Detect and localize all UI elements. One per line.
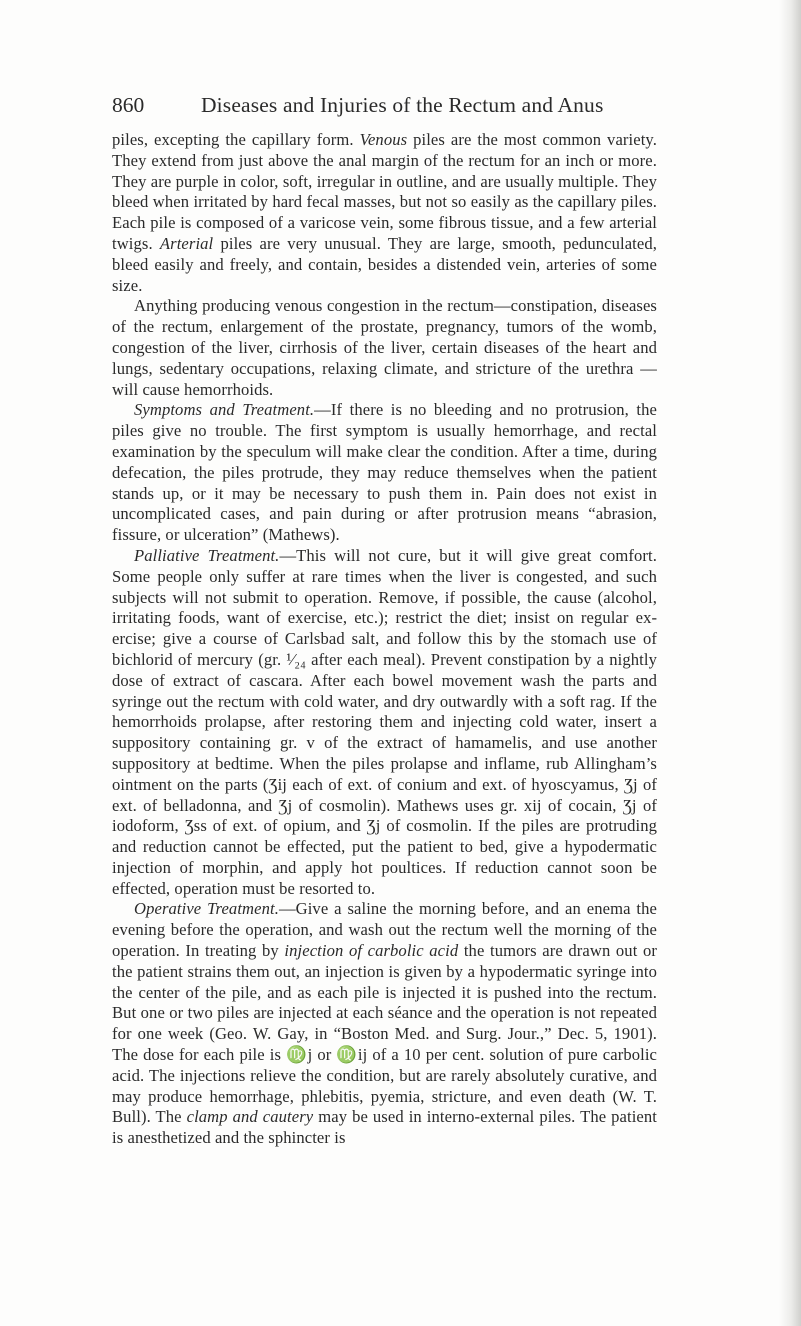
paragraph-text: Anything producing venous congestion in the rectum—constipation, diseases of the rectum, enlargement of the prostate, pregnancy, tumors of the womb, congestion of the liver, cirrhosis of the liver, certain diseases of the heart and lungs, sedentary occupations, relaxing climate, and stricture of the urethra —will cause hemorrhoids. xyxy=(112,296,657,399)
paragraph-text: may be used in interno-external piles. The patient is anesthetized and the sphincter is xyxy=(112,1107,658,1148)
paragraph-text: —This will not cure, but it will give great comfort. Some people only suffer at rare times when the liver is congested, and such subjects will not submit to operation. Remove, if possible, the cause (alcohol, irritating foods, want of exercise, etc.); restrict the diet; insist on regular exercise; give a course of Carlsbad salt, and follow this by the stomach use of bichlorid of mercury (gr. ¹⁄₂₄ after each meal). Prevent constipation by a nightly dose of extract of cascara. After each bowel movement wash the parts and syringe out the rectum with cold water, and dry outwardly with a soft rag. If the hemorrhoids prolapse, after restoring them and injecting cold water, insert a suppository containing gr. v of the extract of hamamelis, and use another suppository at bedtime. When the piles prolapse and inflame, rub Allingham’s ointment on the parts (Ʒij each of ext. of conium and ext. of hyoscyamus, Ʒj of ext. of belladonna, and Ʒj of cosmolin). Mathews uses gr. xij of cocain, Ʒj of iodoform, Ʒss of ext. of opium, and Ʒj of cosmolin. If the piles are protruding and reduction cannot be effected, put the patient to bed, give a hypodermatic injection of morphin, and apply hot poultices. If reduction cannot soon be effected, operation must be resorted to. xyxy=(112,545,658,898)
section-heading-palliative: Palliative Treatment. xyxy=(134,545,280,565)
paragraph-operative xyxy=(112,899,657,1149)
paragraph-venous-arterial-piles xyxy=(112,130,657,296)
paragraph-text: piles, excepting the capillary form. xyxy=(112,130,360,149)
paragraph-palliative xyxy=(112,546,657,900)
paragraph-causes xyxy=(112,296,657,400)
body-text xyxy=(112,130,657,1149)
page-header xyxy=(112,88,657,122)
page-number: 860 xyxy=(112,93,145,117)
page-edge-shadow xyxy=(779,0,801,1326)
paragraph-text: —Give a saline the morning before, and an enema the evening before the operation, and wash out the rectum well the morning of the operation. In treating by xyxy=(112,899,657,961)
section-heading-operative: Operative Treatment. xyxy=(134,899,279,919)
paragraph-text: —If there is no bleeding and no protrusion, the piles give no trouble. The first symptom is usually hemorrhage, and rectal examination by the speculum will make clear the condition. After a time, during defecation, the piles protrude, they may reduce themselves when the patient stands up, or it may be necessary to push them in. Pain does not exist in uncomplicated cases, and pain during or after protrusion means “abrasion, fissure, or ulceration” (Mathews). xyxy=(112,400,658,545)
italic-term-clamp: clamp and cautery xyxy=(186,1107,314,1127)
italic-term-injection: injection of carbolic acid xyxy=(284,941,459,961)
italic-term-arterial: Arterial xyxy=(159,233,214,253)
paragraph-symptoms xyxy=(112,400,657,546)
italic-term-venous: Venous xyxy=(359,130,408,149)
paragraph-text: the tumors are drawn out or the patient strains them out, an injection is given by a hypodermatic syringe into the center of the pile, and as each pile is injected it is pushed into the rectum. But one or two piles are injected at each séance and the operation is not repeated for one week (Geo. W. Gay, in “Boston Med. and Surg. Jour.,” Dec. 5, 1901). The dose for each pile is ♍j or ♍ij of a 10 per cent. solution of pure carbolic acid. The injections relieve the condition, but are rarely absolutely curative, and may produce hemorrhage, phlebitis, pyemia, stricture, and even death (W. T. Bull). The xyxy=(112,941,658,1127)
section-heading-symptoms: Symptoms and Treatment. xyxy=(134,400,315,420)
running-title: Diseases and Injuries of the Rectum and Anus xyxy=(201,93,604,117)
paragraph-text: piles are the most common variety. They extend from just above the anal margin of the rectum for an inch or more. They are purple in color, soft, irregular in outline, and are usually multiple. They bleed when irritated by hard fecal masses, but not so easily as the capillary piles. Each pile is composed of a varicose vein, some fibrous tissue, and a few arterial twigs. xyxy=(112,130,658,253)
paragraph-text: piles are very unusual. They are large, smooth, pedunculated, bleed easily and freely, and contain, besides a distended vein, arteries of some size. xyxy=(112,233,657,295)
